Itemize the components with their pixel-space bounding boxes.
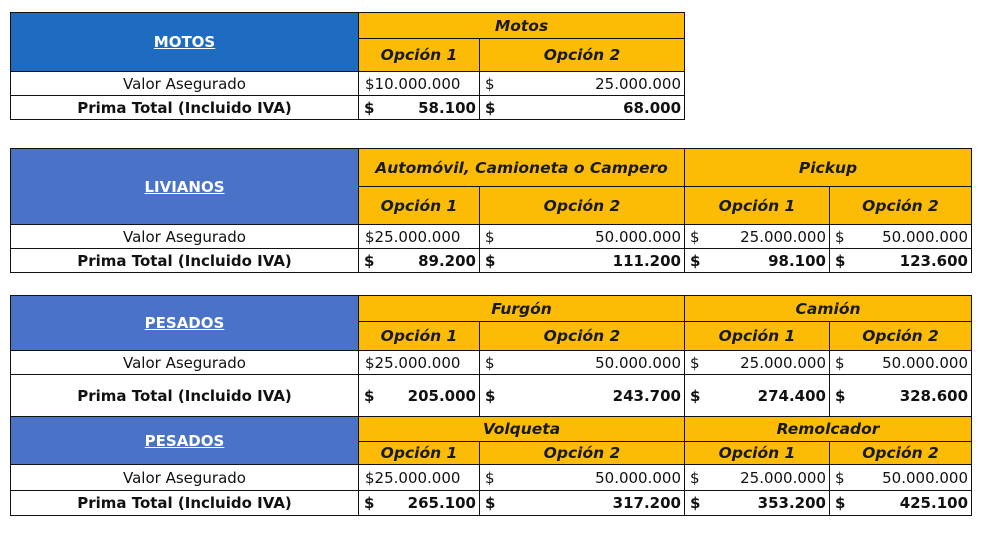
livianos-table (10, 148, 972, 273)
pesados1-valor-label: Valor Asegurado (11, 351, 359, 375)
pesados-category-2: PESADOS (11, 417, 359, 465)
pesados1-option-2: Opción 2 (480, 322, 685, 351)
pesados-group-remolcador: Remolcador (685, 417, 972, 442)
pesados1-valor-2: $ 50.000.000 (480, 351, 685, 375)
motos-option-2: Opción 2 (480, 39, 685, 72)
pesados1-option-4: Opción 2 (830, 322, 972, 351)
pesados-group-camion: Camión (685, 296, 972, 322)
livianos-category: LIVIANOS (11, 149, 359, 225)
motos-prima-label: Prima Total (Incluido IVA) (11, 96, 359, 120)
livianos-prima-2: $ 111.200 (480, 249, 685, 273)
livianos-prima-4: $ 123.600 (830, 249, 972, 273)
pesados2-valor-4: $ 50.000.000 (830, 465, 972, 491)
livianos-group-pickup: Pickup (685, 149, 972, 187)
pesados-group-furgon: Furgón (359, 296, 685, 322)
pesados1-prima-4: $ 328.600 (830, 375, 972, 417)
pesados2-valor-1: $25.000.000 (359, 465, 480, 491)
pesados2-prima-3: $ 353.200 (685, 491, 830, 516)
motos-table (10, 12, 685, 120)
pesados2-prima-2: $ 317.200 (480, 491, 685, 516)
pesados2-valor-3: $ 25.000.000 (685, 465, 830, 491)
motos-prima-2: $ 68.000 (480, 96, 685, 120)
motos-category: MOTOS (11, 13, 359, 72)
pesados2-prima-1: $ 265.100 (359, 491, 480, 516)
livianos-valor-1: $25.000.000 (359, 225, 480, 249)
livianos-option-4: Opción 2 (830, 187, 972, 225)
pesados2-option-3: Opción 1 (685, 442, 830, 465)
livianos-prima-3: $ 98.100 (685, 249, 830, 273)
livianos-option-2: Opción 2 (480, 187, 685, 225)
pesados2-option-1: Opción 1 (359, 442, 480, 465)
pesados2-valor-2: $ 50.000.000 (480, 465, 685, 491)
motos-prima-1: $ 58.100 (359, 96, 480, 120)
pesados1-prima-1: $ 205.000 (359, 375, 480, 417)
pesados-table (10, 295, 972, 516)
livianos-valor-4: $ 50.000.000 (830, 225, 972, 249)
pesados2-prima-4: $ 425.100 (830, 491, 972, 516)
motos-valor-label: Valor Asegurado (11, 72, 359, 96)
livianos-valor-2: $ 50.000.000 (480, 225, 685, 249)
motos-group-header: Motos (359, 13, 685, 39)
pesados2-valor-label: Valor Asegurado (11, 465, 359, 491)
pesados2-option-2: Opción 2 (480, 442, 685, 465)
pesados1-prima-2: $ 243.700 (480, 375, 685, 417)
pesados1-valor-4: $ 50.000.000 (830, 351, 972, 375)
livianos-valor-label: Valor Asegurado (11, 225, 359, 249)
livianos-group-auto: Automóvil, Camioneta o Campero (359, 149, 685, 187)
pesados1-valor-3: $ 25.000.000 (685, 351, 830, 375)
motos-valor-1: $10.000.000 (359, 72, 480, 96)
motos-option-1: Opción 1 (359, 39, 480, 72)
pesados1-prima-3: $ 274.400 (685, 375, 830, 417)
pesados-group-volqueta: Volqueta (359, 417, 685, 442)
pesados2-option-4: Opción 2 (830, 442, 972, 465)
pesados1-prima-label: Prima Total (Incluido IVA) (11, 375, 359, 417)
pesados1-option-1: Opción 1 (359, 322, 480, 351)
livianos-prima-label: Prima Total (Incluido IVA) (11, 249, 359, 273)
pesados-category-1: PESADOS (11, 296, 359, 351)
pesados1-valor-1: $25.000.000 (359, 351, 480, 375)
motos-valor-2: $ 25.000.000 (480, 72, 685, 96)
livianos-valor-3: $ 25.000.000 (685, 225, 830, 249)
livianos-option-1: Opción 1 (359, 187, 480, 225)
pesados1-option-3: Opción 1 (685, 322, 830, 351)
livianos-option-3: Opción 1 (685, 187, 830, 225)
livianos-prima-1: $ 89.200 (359, 249, 480, 273)
pesados2-prima-label: Prima Total (Incluido IVA) (11, 491, 359, 516)
